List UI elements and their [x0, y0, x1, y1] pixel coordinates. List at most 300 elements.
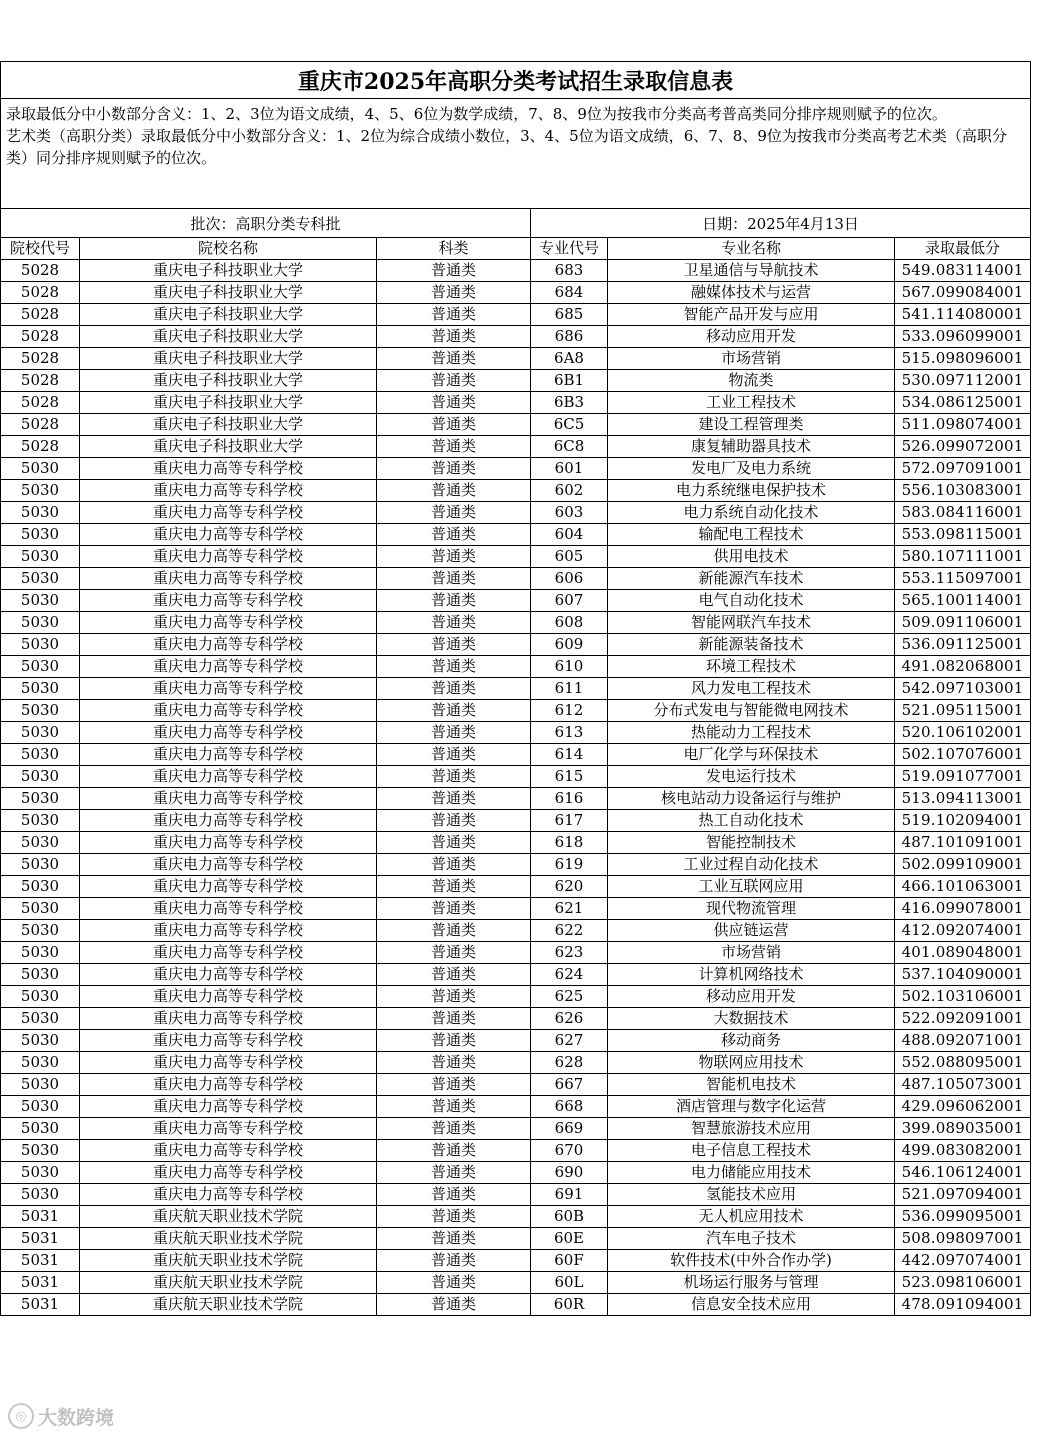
cell-major-code: 621 — [531, 898, 608, 920]
cell-min-score: 502.103106001 — [895, 986, 1031, 1008]
cell-category: 普通类 — [377, 1052, 531, 1074]
cell-category: 普通类 — [377, 810, 531, 832]
table-row — [1, 656, 1031, 678]
cell-category: 普通类 — [377, 766, 531, 788]
cell-school-code: 5031 — [1, 1228, 80, 1250]
cell-major-code: 611 — [531, 678, 608, 700]
note-general: 录取最低分中小数部分含义：1、2、3位为语文成绩，4、5、6位为数学成绩，7、8、9位为按我市分类高考普高类同分排序规则赋予的位次。 — [6, 105, 947, 123]
cell-school-name: 重庆电力高等专科学校 — [80, 1030, 377, 1052]
table-row — [1, 832, 1031, 854]
cell-school-code: 5030 — [1, 546, 80, 568]
cell-major-name: 移动商务 — [608, 1030, 895, 1052]
cell-school-code: 5030 — [1, 964, 80, 986]
cell-major-name: 新能源装备技术 — [608, 634, 895, 656]
cell-major-code: 684 — [531, 282, 608, 304]
cell-major-name: 氢能技术应用 — [608, 1184, 895, 1206]
cell-school-name: 重庆电力高等专科学校 — [80, 810, 377, 832]
cell-school-name: 重庆电力高等专科学校 — [80, 568, 377, 590]
cell-min-score: 530.097112001 — [895, 370, 1031, 392]
cell-min-score: 565.100114001 — [895, 590, 1031, 612]
cell-category: 普通类 — [377, 898, 531, 920]
cell-min-score: 412.092074001 — [895, 920, 1031, 942]
cell-major-name: 建设工程管理类 — [608, 414, 895, 436]
cell-category: 普通类 — [377, 612, 531, 634]
cell-category: 普通类 — [377, 502, 531, 524]
cell-major-code: 615 — [531, 766, 608, 788]
table-row — [1, 1294, 1031, 1316]
cell-school-code: 5030 — [1, 502, 80, 524]
cell-major-name: 风力发电工程技术 — [608, 678, 895, 700]
cell-school-name: 重庆电力高等专科学校 — [80, 1052, 377, 1074]
cell-min-score: 556.103083001 — [895, 480, 1031, 502]
table-row — [1, 634, 1031, 656]
cell-school-code: 5028 — [1, 304, 80, 326]
cell-min-score: 509.091106001 — [895, 612, 1031, 634]
cell-school-name: 重庆电力高等专科学校 — [80, 1140, 377, 1162]
cell-min-score: 519.102094001 — [895, 810, 1031, 832]
column-header-major-code: 专业代号 — [531, 238, 608, 260]
cell-min-score: 519.091077001 — [895, 766, 1031, 788]
cell-major-name: 供用电技术 — [608, 546, 895, 568]
cell-category: 普通类 — [377, 722, 531, 744]
cell-school-name: 重庆电力高等专科学校 — [80, 458, 377, 480]
cell-major-name: 融媒体技术与运营 — [608, 282, 895, 304]
date-label: 日期：2025年4月13日 — [531, 209, 1031, 238]
cell-major-name: 电气自动化技术 — [608, 590, 895, 612]
cell-major-code: 691 — [531, 1184, 608, 1206]
cell-school-code: 5030 — [1, 1030, 80, 1052]
cell-major-code: 6C5 — [531, 414, 608, 436]
cell-school-name: 重庆电力高等专科学校 — [80, 612, 377, 634]
cell-school-name: 重庆电子科技职业大学 — [80, 392, 377, 414]
cell-school-name: 重庆电力高等专科学校 — [80, 964, 377, 986]
cell-school-name: 重庆电力高等专科学校 — [80, 502, 377, 524]
table-row — [1, 898, 1031, 920]
cell-major-code: 628 — [531, 1052, 608, 1074]
cell-school-name: 重庆电力高等专科学校 — [80, 656, 377, 678]
cell-school-code: 5028 — [1, 414, 80, 436]
table-row — [1, 326, 1031, 348]
cell-category: 普通类 — [377, 348, 531, 370]
cell-major-code: 620 — [531, 876, 608, 898]
cell-category: 普通类 — [377, 1030, 531, 1052]
cell-school-name: 重庆航天职业技术学院 — [80, 1250, 377, 1272]
cell-school-code: 5030 — [1, 920, 80, 942]
cell-min-score: 442.097074001 — [895, 1250, 1031, 1272]
cell-major-code: 683 — [531, 260, 608, 282]
cell-major-code: 606 — [531, 568, 608, 590]
cell-school-name: 重庆电子科技职业大学 — [80, 414, 377, 436]
cell-major-name: 工业互联网应用 — [608, 876, 895, 898]
cell-school-code: 5028 — [1, 392, 80, 414]
cell-category: 普通类 — [377, 656, 531, 678]
table-row — [1, 964, 1031, 986]
cell-school-name: 重庆电力高等专科学校 — [80, 920, 377, 942]
cell-min-score: 523.098106001 — [895, 1272, 1031, 1294]
cell-major-name: 工业过程自动化技术 — [608, 854, 895, 876]
cell-school-code: 5030 — [1, 898, 80, 920]
cell-min-score: 401.089048001 — [895, 942, 1031, 964]
cell-category: 普通类 — [377, 964, 531, 986]
cell-school-code: 5030 — [1, 1096, 80, 1118]
cell-major-name: 智能网联汽车技术 — [608, 612, 895, 634]
cell-major-name: 智慧旅游技术应用 — [608, 1118, 895, 1140]
table-row — [1, 1162, 1031, 1184]
cell-major-name: 电力系统继电保护技术 — [608, 480, 895, 502]
cell-category: 普通类 — [377, 1294, 531, 1316]
cell-category: 普通类 — [377, 260, 531, 282]
cell-major-code: 624 — [531, 964, 608, 986]
cell-major-code: 623 — [531, 942, 608, 964]
cell-min-score: 553.115097001 — [895, 568, 1031, 590]
column-header-row — [1, 238, 1031, 260]
cell-major-code: 60R — [531, 1294, 608, 1316]
cell-min-score: 534.086125001 — [895, 392, 1031, 414]
cell-school-code: 5030 — [1, 876, 80, 898]
cell-major-name: 电力系统自动化技术 — [608, 502, 895, 524]
cell-min-score: 533.096099001 — [895, 326, 1031, 348]
cell-category: 普通类 — [377, 414, 531, 436]
cell-major-code: 613 — [531, 722, 608, 744]
cell-school-code: 5031 — [1, 1250, 80, 1272]
cell-major-code: 607 — [531, 590, 608, 612]
table-row — [1, 1272, 1031, 1294]
cell-major-name: 热能动力工程技术 — [608, 722, 895, 744]
cell-school-name: 重庆电力高等专科学校 — [80, 1118, 377, 1140]
cell-school-name: 重庆电力高等专科学校 — [80, 876, 377, 898]
cell-school-code: 5030 — [1, 854, 80, 876]
cell-major-name: 热工自动化技术 — [608, 810, 895, 832]
cell-major-code: 614 — [531, 744, 608, 766]
cell-major-code: 60L — [531, 1272, 608, 1294]
cell-major-code: 602 — [531, 480, 608, 502]
cell-category: 普通类 — [377, 1118, 531, 1140]
table-row — [1, 1118, 1031, 1140]
cell-school-code: 5030 — [1, 590, 80, 612]
cell-category: 普通类 — [377, 788, 531, 810]
cell-school-code: 5031 — [1, 1294, 80, 1316]
cell-min-score: 478.091094001 — [895, 1294, 1031, 1316]
table-row — [1, 1074, 1031, 1096]
cell-major-name: 信息安全技术应用 — [608, 1294, 895, 1316]
cell-major-code: 667 — [531, 1074, 608, 1096]
cell-major-code: 668 — [531, 1096, 608, 1118]
cell-min-score: 488.092071001 — [895, 1030, 1031, 1052]
cell-school-name: 重庆电力高等专科学校 — [80, 524, 377, 546]
cell-school-code: 5030 — [1, 656, 80, 678]
table-row — [1, 1184, 1031, 1206]
cell-min-score: 549.083114001 — [895, 260, 1031, 282]
table-row — [1, 348, 1031, 370]
cell-major-name: 汽车电子技术 — [608, 1228, 895, 1250]
cell-school-code: 5028 — [1, 348, 80, 370]
cell-school-name: 重庆电子科技职业大学 — [80, 304, 377, 326]
table-row — [1, 304, 1031, 326]
table-row — [1, 766, 1031, 788]
cell-school-code: 5030 — [1, 832, 80, 854]
cell-min-score: 499.083082001 — [895, 1140, 1031, 1162]
watermark — [8, 1402, 114, 1430]
table-row — [1, 260, 1031, 282]
cell-school-code: 5030 — [1, 1074, 80, 1096]
cell-major-name: 市场营销 — [608, 348, 895, 370]
cell-school-name: 重庆航天职业技术学院 — [80, 1272, 377, 1294]
table-row — [1, 1052, 1031, 1074]
table-row — [1, 458, 1031, 480]
cell-min-score: 487.101091001 — [895, 832, 1031, 854]
cell-major-name: 酒店管理与数字化运营 — [608, 1096, 895, 1118]
cell-major-name: 现代物流管理 — [608, 898, 895, 920]
cell-category: 普通类 — [377, 436, 531, 458]
table-row — [1, 546, 1031, 568]
cell-category: 普通类 — [377, 1184, 531, 1206]
cell-school-name: 重庆电力高等专科学校 — [80, 854, 377, 876]
cell-min-score: 466.101063001 — [895, 876, 1031, 898]
cell-school-name: 重庆电子科技职业大学 — [80, 436, 377, 458]
cell-category: 普通类 — [377, 1162, 531, 1184]
table-title: 重庆市2025年高职分类考试招生录取信息表 — [1, 62, 1031, 99]
cell-major-name: 电厂化学与环保技术 — [608, 744, 895, 766]
table-row — [1, 1140, 1031, 1162]
cell-major-name: 分布式发电与智能微电网技术 — [608, 700, 895, 722]
cell-school-code: 5031 — [1, 1206, 80, 1228]
table-row — [1, 810, 1031, 832]
cell-school-code: 5030 — [1, 700, 80, 722]
cell-major-name: 工业工程技术 — [608, 392, 895, 414]
cell-school-code: 5030 — [1, 942, 80, 964]
cell-category: 普通类 — [377, 1228, 531, 1250]
cell-school-code: 5028 — [1, 370, 80, 392]
cell-major-code: 627 — [531, 1030, 608, 1052]
cell-school-code: 5030 — [1, 744, 80, 766]
cell-school-name: 重庆电力高等专科学校 — [80, 700, 377, 722]
cell-major-name: 机场运行服务与管理 — [608, 1272, 895, 1294]
cell-min-score: 521.097094001 — [895, 1184, 1031, 1206]
table-row — [1, 920, 1031, 942]
cell-category: 普通类 — [377, 1074, 531, 1096]
table-row — [1, 414, 1031, 436]
cell-min-score: 502.099109001 — [895, 854, 1031, 876]
cell-category: 普通类 — [377, 282, 531, 304]
cell-category: 普通类 — [377, 942, 531, 964]
cell-category: 普通类 — [377, 590, 531, 612]
cell-min-score: 399.089035001 — [895, 1118, 1031, 1140]
cell-min-score: 553.098115001 — [895, 524, 1031, 546]
cell-major-code: 604 — [531, 524, 608, 546]
cell-major-code: 6B3 — [531, 392, 608, 414]
cell-major-name: 智能控制技术 — [608, 832, 895, 854]
cell-school-code: 5030 — [1, 986, 80, 1008]
cell-school-code: 5030 — [1, 810, 80, 832]
cell-major-name: 输配电工程技术 — [608, 524, 895, 546]
cell-school-name: 重庆电力高等专科学校 — [80, 832, 377, 854]
cell-major-code: 670 — [531, 1140, 608, 1162]
cell-major-name: 软件技术(中外合作办学) — [608, 1250, 895, 1272]
cell-major-code: 609 — [531, 634, 608, 656]
cell-school-name: 重庆电力高等专科学校 — [80, 788, 377, 810]
cell-min-score: 546.106124001 — [895, 1162, 1031, 1184]
cell-min-score: 537.104090001 — [895, 964, 1031, 986]
cell-min-score: 536.099095001 — [895, 1206, 1031, 1228]
cell-category: 普通类 — [377, 744, 531, 766]
cell-school-code: 5030 — [1, 458, 80, 480]
cell-min-score: 416.099078001 — [895, 898, 1031, 920]
cell-major-code: 6C8 — [531, 436, 608, 458]
cell-category: 普通类 — [377, 1206, 531, 1228]
cell-school-name: 重庆电子科技职业大学 — [80, 260, 377, 282]
cell-major-name: 卫星通信与导航技术 — [608, 260, 895, 282]
cell-min-score: 542.097103001 — [895, 678, 1031, 700]
cell-school-code: 5030 — [1, 1052, 80, 1074]
cell-category: 普通类 — [377, 458, 531, 480]
cell-major-name: 电力储能应用技术 — [608, 1162, 895, 1184]
cell-min-score: 541.114080001 — [895, 304, 1031, 326]
cell-school-name: 重庆电力高等专科学校 — [80, 766, 377, 788]
cell-major-code: 603 — [531, 502, 608, 524]
cell-min-score: 513.094113001 — [895, 788, 1031, 810]
cell-school-name: 重庆电力高等专科学校 — [80, 942, 377, 964]
column-header-min-score: 录取最低分 — [895, 238, 1031, 260]
cell-school-name: 重庆电子科技职业大学 — [80, 282, 377, 304]
cell-min-score: 536.091125001 — [895, 634, 1031, 656]
cell-school-code: 5031 — [1, 1272, 80, 1294]
cell-school-name: 重庆电力高等专科学校 — [80, 1184, 377, 1206]
cell-major-code: 690 — [531, 1162, 608, 1184]
cell-major-code: 617 — [531, 810, 608, 832]
table-row — [1, 480, 1031, 502]
cell-min-score: 552.088095001 — [895, 1052, 1031, 1074]
cell-school-code: 5028 — [1, 260, 80, 282]
cell-school-name: 重庆电力高等专科学校 — [80, 546, 377, 568]
cell-school-name: 重庆电力高等专科学校 — [80, 1008, 377, 1030]
cell-min-score: 567.099084001 — [895, 282, 1031, 304]
cell-category: 普通类 — [377, 986, 531, 1008]
table-row — [1, 1030, 1031, 1052]
cell-major-name: 电子信息工程技术 — [608, 1140, 895, 1162]
cell-category: 普通类 — [377, 326, 531, 348]
cell-school-code: 5030 — [1, 480, 80, 502]
cell-category: 普通类 — [377, 524, 531, 546]
table-row — [1, 524, 1031, 546]
cell-category: 普通类 — [377, 678, 531, 700]
cell-major-code: 626 — [531, 1008, 608, 1030]
table-row — [1, 986, 1031, 1008]
table-row — [1, 1206, 1031, 1228]
cell-school-code: 5030 — [1, 722, 80, 744]
cell-major-name: 智能机电技术 — [608, 1074, 895, 1096]
cell-school-name: 重庆电力高等专科学校 — [80, 898, 377, 920]
cell-major-code: 608 — [531, 612, 608, 634]
cell-school-code: 5028 — [1, 326, 80, 348]
cell-major-code: 6A8 — [531, 348, 608, 370]
cell-school-code: 5028 — [1, 436, 80, 458]
table-row — [1, 590, 1031, 612]
cell-category: 普通类 — [377, 1272, 531, 1294]
cell-school-code: 5030 — [1, 678, 80, 700]
cell-category: 普通类 — [377, 546, 531, 568]
cell-school-name: 重庆电子科技职业大学 — [80, 326, 377, 348]
cell-min-score: 511.098074001 — [895, 414, 1031, 436]
cell-category: 普通类 — [377, 634, 531, 656]
cell-major-code: 685 — [531, 304, 608, 326]
cell-school-code: 5030 — [1, 788, 80, 810]
cell-major-name: 物流类 — [608, 370, 895, 392]
cell-major-name: 市场营销 — [608, 942, 895, 964]
cell-school-name: 重庆电力高等专科学校 — [80, 480, 377, 502]
cell-school-name: 重庆电子科技职业大学 — [80, 348, 377, 370]
watermark-text: 大数跨境 — [38, 1406, 115, 1429]
admission-table — [0, 61, 1031, 1316]
table-row — [1, 722, 1031, 744]
cell-category: 普通类 — [377, 854, 531, 876]
cell-major-code: 60B — [531, 1206, 608, 1228]
cell-school-code: 5030 — [1, 634, 80, 656]
cell-major-name: 智能产品开发与应用 — [608, 304, 895, 326]
cell-major-code: 625 — [531, 986, 608, 1008]
cell-school-name: 重庆电子科技职业大学 — [80, 370, 377, 392]
cell-category: 普通类 — [377, 1008, 531, 1030]
table-row — [1, 1228, 1031, 1250]
cell-major-name: 物联网应用技术 — [608, 1052, 895, 1074]
cell-category: 普通类 — [377, 480, 531, 502]
table-row — [1, 1096, 1031, 1118]
cell-min-score: 583.084116001 — [895, 502, 1031, 524]
cell-school-name: 重庆航天职业技术学院 — [80, 1228, 377, 1250]
cell-min-score: 580.107111001 — [895, 546, 1031, 568]
cell-school-name: 重庆电力高等专科学校 — [80, 1162, 377, 1184]
cell-school-name: 重庆电力高等专科学校 — [80, 1074, 377, 1096]
cell-school-name: 重庆电力高等专科学校 — [80, 722, 377, 744]
cell-min-score: 515.098096001 — [895, 348, 1031, 370]
cell-min-score: 521.095115001 — [895, 700, 1031, 722]
notes-cell — [1, 99, 1031, 209]
cell-min-score: 491.082068001 — [895, 656, 1031, 678]
cell-school-code: 5030 — [1, 766, 80, 788]
cell-major-code: 616 — [531, 788, 608, 810]
cell-school-name: 重庆电力高等专科学校 — [80, 1096, 377, 1118]
cell-school-name: 重庆电力高等专科学校 — [80, 590, 377, 612]
cell-min-score: 526.099072001 — [895, 436, 1031, 458]
cell-major-name: 供应链运营 — [608, 920, 895, 942]
cell-major-name: 环境工程技术 — [608, 656, 895, 678]
cell-school-name: 重庆电力高等专科学校 — [80, 744, 377, 766]
cell-category: 普通类 — [377, 392, 531, 414]
cell-major-code: 610 — [531, 656, 608, 678]
cell-school-code: 5030 — [1, 1008, 80, 1030]
cell-school-code: 5030 — [1, 524, 80, 546]
cell-major-name: 大数据技术 — [608, 1008, 895, 1030]
cell-school-name: 重庆电力高等专科学校 — [80, 678, 377, 700]
cell-category: 普通类 — [377, 1140, 531, 1162]
table-row — [1, 942, 1031, 964]
cell-school-name: 重庆航天职业技术学院 — [80, 1294, 377, 1316]
cell-min-score: 487.105073001 — [895, 1074, 1031, 1096]
table-row — [1, 1250, 1031, 1272]
cell-major-code: 6B1 — [531, 370, 608, 392]
cell-min-score: 508.098097001 — [895, 1228, 1031, 1250]
cell-major-code: 605 — [531, 546, 608, 568]
table-row — [1, 1008, 1031, 1030]
admission-table-sheet — [0, 61, 1030, 1316]
table-row — [1, 788, 1031, 810]
cell-category: 普通类 — [377, 876, 531, 898]
cell-major-name: 移动应用开发 — [608, 986, 895, 1008]
table-row — [1, 370, 1031, 392]
cell-category: 普通类 — [377, 700, 531, 722]
table-row — [1, 876, 1031, 898]
cell-school-name: 重庆电力高等专科学校 — [80, 634, 377, 656]
column-header-category: 科类 — [377, 238, 531, 260]
